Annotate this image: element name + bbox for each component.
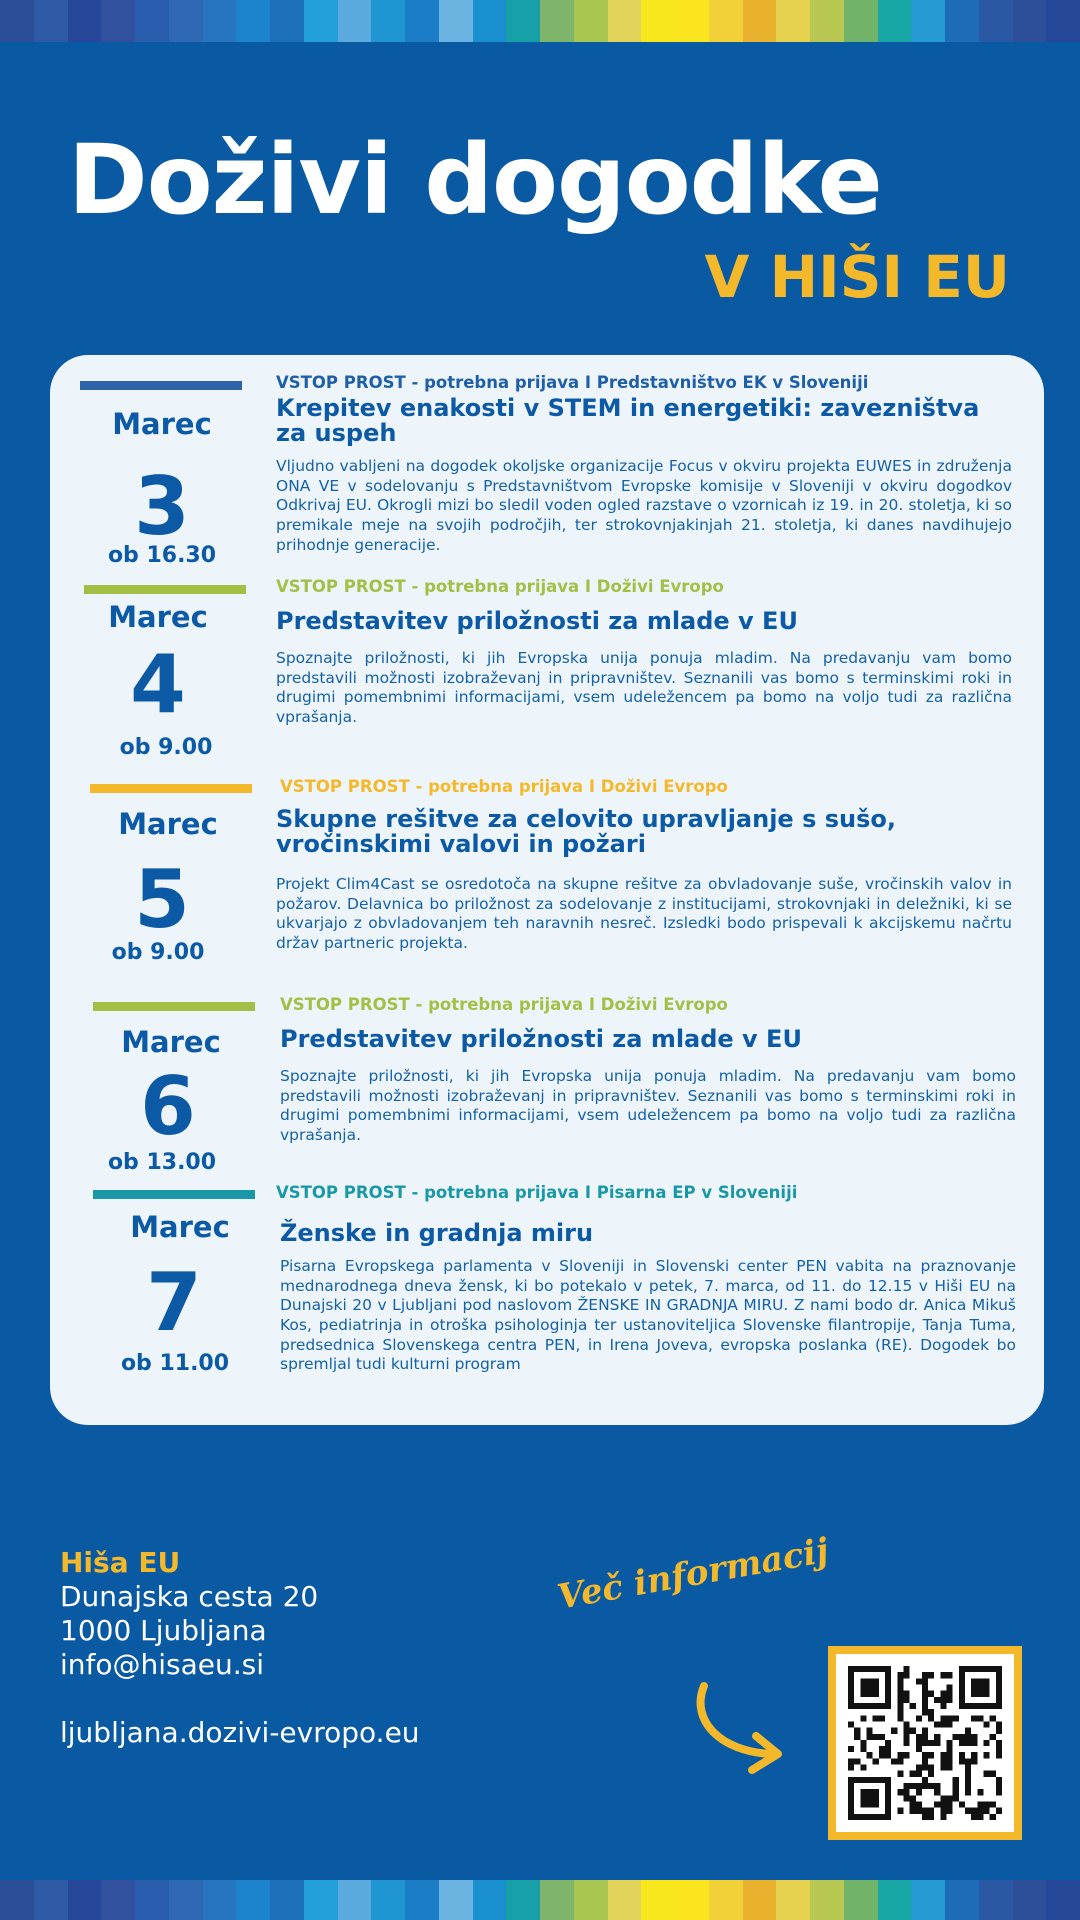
stripe-segment (743, 0, 777, 42)
stripe-segment (574, 1880, 608, 1920)
stripe-segment (405, 1880, 439, 1920)
stripe-segment (979, 0, 1013, 42)
stripe-segment (68, 0, 102, 42)
org-name: Hiša EU (60, 1546, 181, 1579)
event-color-bar (84, 585, 246, 594)
more-info-label: Več informacij (554, 1530, 832, 1618)
stripe-segment (709, 0, 743, 42)
stripe-segment (101, 1880, 135, 1920)
stripe-segment (236, 1880, 270, 1920)
stripe-segment (371, 0, 405, 42)
event-month: Marec (108, 600, 208, 634)
stripe-segment (945, 0, 979, 42)
event-day: 6 (140, 1060, 196, 1153)
stripe-segment (0, 0, 34, 42)
stripe-segment (506, 1880, 540, 1920)
stripe-segment (203, 0, 237, 42)
event-day: 3 (134, 460, 190, 553)
stripe-segment (675, 1880, 709, 1920)
stripe-segment (304, 1880, 338, 1920)
stripe-segment (844, 1880, 878, 1920)
stripe-segment (270, 0, 304, 42)
stripe-segment (270, 1880, 304, 1920)
stripe-segment (810, 0, 844, 42)
event-tag: VSTOP PROST - potrebna prijava I Doživi Evropo (280, 995, 728, 1014)
top-color-stripe (0, 0, 1080, 42)
stripe-segment (743, 1880, 777, 1920)
event-description: Spoznajte priložnosti, ki jih Evropska unija ponuja mladim. Na predavanju vam bomo predstavili možnosti izobraževanj in pripravništev. Seznanili vas bomo s terminskimi roki in drugimi pomembnimi informacijami, vsem udeležencem pa bomo na voljo tudi za različna vprašanja. (276, 649, 1012, 727)
stripe-segment (608, 1880, 642, 1920)
stripe-segment (203, 1880, 237, 1920)
stripe-segment (473, 0, 507, 42)
curved-arrow-icon (690, 1680, 800, 1780)
stripe-segment (1046, 1880, 1080, 1920)
stripe-segment (1046, 0, 1080, 42)
event-tag: VSTOP PROST - potrebna prijava I Doživi Evropo (280, 777, 728, 796)
event-day: 5 (134, 853, 190, 946)
event-description: Pisarna Evropskega parlamenta v Sloveniji in Slovenski center PEN vabita na praznovanje mednarodnega dneva žensk, ki bo potekalo v petek, 7. marca, od 11. do 12.15 v Hiši EU na Dunajski 20 v Ljubljani pod naslovom ŽENSKE IN GRADNJA MIRU. Z nami bodo dr. Anica Mikuš Kos, pediatrinja in otroška psihologinja ter ustanoviteljica Slovenske filantropije, Tanja Tuma, predsednica Slovenskega centra PEN, in Irena Joveva, evropska poslanka (RE). Dogodek bo spremljal tudi kulturni program (280, 1257, 1016, 1374)
stripe-segment (169, 0, 203, 42)
event-color-bar (80, 381, 242, 390)
stripe-segment (135, 0, 169, 42)
event-month: Marec (121, 1025, 221, 1059)
stripe-segment (911, 0, 945, 42)
contact-block (60, 1546, 420, 1750)
stripe-segment (878, 1880, 912, 1920)
event-title: Skupne rešitve za celovito upravljanje s sušo, vročinskimi valovi in požari (276, 805, 896, 859)
qr-code-frame[interactable] (828, 1646, 1022, 1840)
website-link[interactable]: ljubljana.dozivi-evropo.eu (60, 1716, 420, 1749)
bottom-color-stripe (0, 1880, 1080, 1920)
event-time: ob 16.30 (107, 543, 217, 568)
event-title: Predstavitev priložnosti za mlade v EU (280, 1025, 802, 1053)
stripe-segment (675, 0, 709, 42)
events-card (50, 355, 1044, 1425)
stripe-segment (911, 1880, 945, 1920)
event-description: Spoznajte priložnosti, ki jih Evropska unija ponuja mladim. Na predavanju vam bomo predstavili možnosti izobraževanj in pripravništev. Seznanili vas bomo s terminskimi roki in drugimi pomembnimi informacijami, vsem udeležencem pa bomo na voljo tudi za različna vprašanja. (280, 1067, 1016, 1145)
stripe-segment (34, 1880, 68, 1920)
qr-code-icon[interactable] (848, 1666, 1002, 1820)
event-tag: VSTOP PROST - potrebna prijava I Doživi Evropo (276, 577, 724, 596)
event-title: Krepitev enakosti v STEM in energetiki: zavezništva za uspeh (276, 394, 980, 448)
stripe-segment (101, 0, 135, 42)
stripe-segment (236, 0, 270, 42)
stripe-segment (338, 0, 372, 42)
stripe-segment (878, 0, 912, 42)
event-tag: VSTOP PROST - potrebna prijava I Predstavništvo EK v Sloveniji (276, 373, 869, 392)
page-subtitle: V HIŠI EU (704, 243, 1010, 311)
stripe-segment (304, 0, 338, 42)
event-description: Vljudno vabljeni na dogodek okoljske organizacije Focus v okviru projekta EUWES in združenja ONA VE v sodelovanju s Predstavništvom Evropske komisije v Sloveniji v okviru dogodkov Odkrivaj EU. Okrogli mizi bo sledil voden ogled razstave o vzornicah iz 19. in 20. stoletja, ki so premikale meje na svojih področjih, ter strokovnjakinjah 21. stoletja, ki danes navdihujejo prihodnje generacije. (276, 457, 1012, 554)
event-title: Ženske in gradnja miru (280, 1219, 594, 1247)
city-address: 1000 Ljubljana (60, 1614, 267, 1647)
stripe-segment (439, 1880, 473, 1920)
stripe-segment (338, 1880, 372, 1920)
page-title: Doživi dogodke (68, 124, 882, 236)
event-month: Marec (112, 407, 212, 441)
stripe-segment (709, 1880, 743, 1920)
stripe-segment (135, 1880, 169, 1920)
event-day: 4 (130, 638, 186, 731)
stripe-segment (641, 0, 675, 42)
stripe-segment (810, 1880, 844, 1920)
email-link[interactable]: info@hisaeu.si (60, 1648, 265, 1681)
stripe-segment (405, 0, 439, 42)
stripe-segment (1013, 0, 1047, 42)
stripe-segment (540, 1880, 574, 1920)
stripe-segment (608, 0, 642, 42)
event-time: ob 13.00 (107, 1150, 217, 1175)
stripe-segment (68, 1880, 102, 1920)
event-color-bar (93, 1190, 255, 1199)
event-title: Predstavitev priložnosti za mlade v EU (276, 607, 798, 635)
stripe-segment (169, 1880, 203, 1920)
event-color-bar (93, 1002, 255, 1011)
stripe-segment (439, 0, 473, 42)
stripe-segment (34, 0, 68, 42)
stripe-segment (776, 1880, 810, 1920)
event-time: ob 9.00 (111, 940, 205, 965)
event-time: ob 9.00 (119, 735, 213, 760)
event-description: Projekt Clim4Cast se osredotoča na skupne rešitve za obvladovanje suše, vročinskih valov in požarov. Delavnica bo priložnost za sodelovanje z institucijami, strokovnjaki in deležniki, ki se ukvarjajo z obvladovanjem teh naravnih nesreč. Izsledki bodo prispevali k akcijskemu načrtu držav partneric projekta. (276, 875, 1012, 953)
stripe-segment (0, 1880, 34, 1920)
event-tag: VSTOP PROST - potrebna prijava I Pisarna EP v Sloveniji (276, 1183, 798, 1202)
stripe-segment (540, 0, 574, 42)
stripe-segment (641, 1880, 675, 1920)
event-color-bar (90, 784, 252, 793)
stripe-segment (506, 0, 540, 42)
stripe-segment (574, 0, 608, 42)
event-month: Marec (118, 807, 218, 841)
stripe-segment (776, 0, 810, 42)
event-month: Marec (130, 1210, 230, 1244)
stripe-segment (371, 1880, 405, 1920)
stripe-segment (844, 0, 878, 42)
stripe-segment (1013, 1880, 1047, 1920)
event-day: 7 (146, 1256, 202, 1349)
stripe-segment (979, 1880, 1013, 1920)
event-time: ob 11.00 (120, 1351, 230, 1376)
stripe-segment (945, 1880, 979, 1920)
street-address: Dunajska cesta 20 (60, 1580, 319, 1613)
stripe-segment (473, 1880, 507, 1920)
